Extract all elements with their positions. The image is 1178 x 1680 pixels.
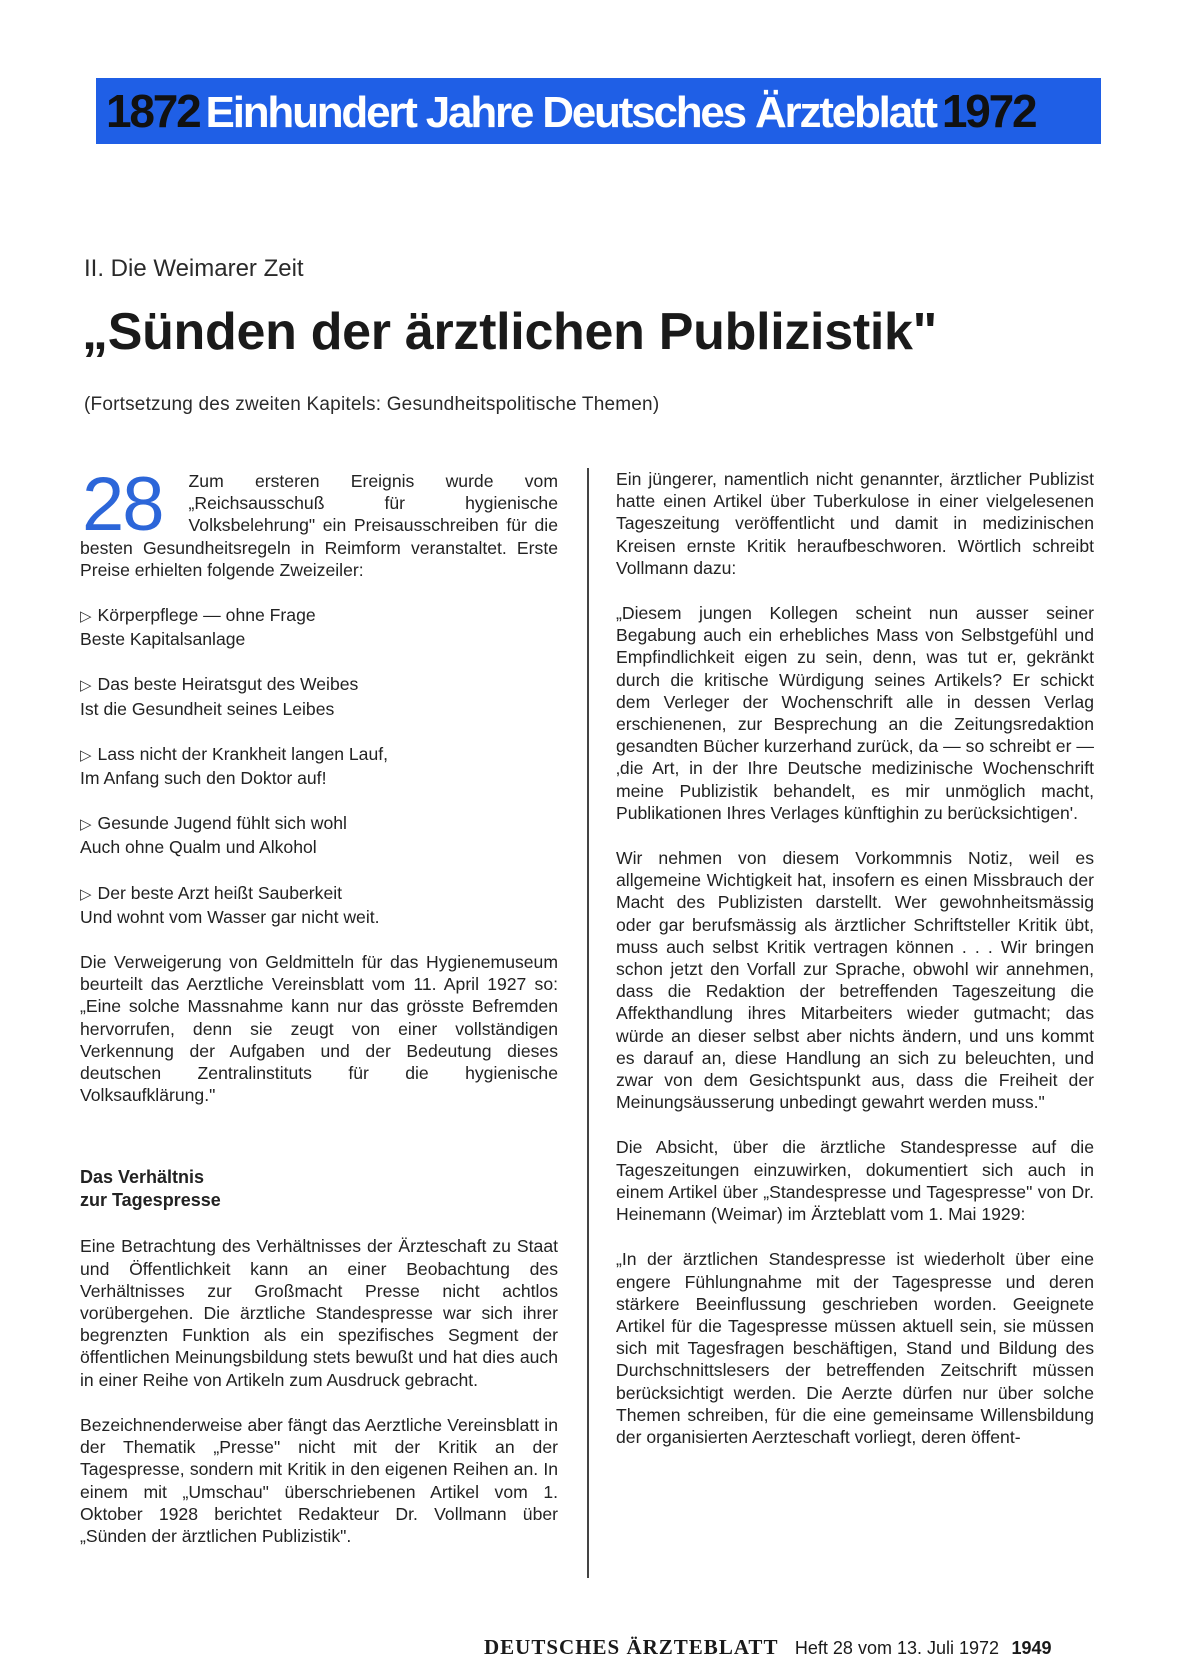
intro-paragraph [80,462,558,581]
subheading-press [80,1166,558,1212]
verse-2 [80,673,558,719]
banner-title: Einhundert Jahre Deutsches Ärzteblatt [205,88,936,137]
article-headline: „Sünden der ärztlichen Publizistik" [82,303,937,361]
page-number: 1949 [1011,1638,1052,1658]
banner-year-start: 1872 [106,85,200,137]
issue-info: Heft 28 vom 13. Juli 1972 [794,1638,1000,1658]
triangle-bullet-icon: ▷ [80,677,92,695]
article-subheadline: (Fortsetzung des zweiten Kapitels: Gesundheitspolitische Themen) [84,394,660,415]
verse-5 [80,882,558,928]
triangle-bullet-icon: ▷ [80,816,92,834]
heinemann-paragraph: Die Absicht, über die ärztliche Standespresse auf die Tageszeitungen einzuwirken, dokumentiert sich auch in einem Artikel über „Standespresse und Tagespresse" von Dr. Heinemann (Weimar) im Ärzteblatt vom 1. Mai 1929: [616,1137,1094,1225]
vollmann-paragraph: Bezeichnenderweise aber fängt das Aerztliche Vereinsblatt in der Thematik „Presse" nicht mit der Kritik an der Tagespresse, sondern mit Kritik in den eigenen Reihen an. In einem mit „Umschau" überschriebenen Artikel vom 1. Oktober 1928 berichtet Redakteur Dr. Vollmann über „Sünden der ärztlichen Publizistik". [80,1414,558,1546]
verse-line: Der beste Arzt heißt Sauberkeit [97,882,343,903]
banner-year-end: 1972 [941,85,1036,137]
press-paragraph: Eine Betrachtung des Verhältnisses der Ärzteschaft zu Staat und Öffentlichkeit kann an einer Beobachtung des Verhältnisses zur Großmacht Presse nicht achtlos vorübergehen. Die ärztliche Standespresse war sich ihrer begrenzten Funktion als ein spezifisches Segment der öffentlichen Meinungsbildung stets bewußt und hat dies auch in einer Reihe von Artikeln zum Ausdruck gebracht. [80,1236,558,1390]
verse-4 [80,812,558,858]
subheading-line: zur Tagespresse [80,1190,221,1211]
triangle-bullet-icon: ▷ [80,746,92,764]
column-divider [587,468,589,1578]
section-label: II. Die Weimarer Zeit [84,255,304,282]
left-column [80,462,558,1570]
verse-line: Gesunde Jugend fühlt sich wohl [97,813,347,834]
verse-line: Und wohnt vom Wasser gar nicht weit. [80,906,380,927]
centenary-banner [96,78,1101,144]
verse-line: Lass nicht der Krankheit langen Lauf, [97,743,389,764]
right-column [616,468,1094,1471]
subheading-line: Das Verhältnis [80,1167,205,1188]
hygiene-museum-paragraph: Die Verweigerung von Geldmitteln für das Hygienemuseum beurteilt das Aerztliche Vereinsblatt vom 11. April 1927 so: „Eine solche Massnahme kann nur das grösste Befremden hervorrufen, denn sie zeugt von einer vollständigen Verkennung der Aufgaben und der Bedeutung dieses deutschen Zentralinstituts für die hygienische Volksaufklärung." [80,952,558,1106]
verse-line: Im Anfang such den Doktor auf! [80,768,327,789]
issue-number: 28 [82,462,163,547]
journal-name: DEUTSCHES ÄRZTEBLATT [484,1635,779,1659]
standespresse-quote: „In der ärztlichen Standespresse ist wiederholt über eine engere Fühlungnahme mit der Tagespresse und deren stärkere Beeinflussung geschrieben worden. Geeignete Artikel für die Tagespresse müssen aktuell sein, sie müssen sich mit Tagesfragen beschäftigen, Stand und Bildung des Durchschnittslesers der betreffenden Zeitschrift müssen berücksichtigt werden. Die Aerzte dürfen nur über solche Themen schreiben, für die eine gemeinsame Willensbildung der organisierten Aerzteschaft vorliegt, deren öffent- [616,1249,1094,1447]
verse-3 [80,743,558,789]
notice-quote: Wir nehmen von diesem Vorkommnis Notiz, weil es allgemeine Wichtigkeit hat, insofern es einen Missbrauch der Macht des Publizisten darstellt. Wer gewohnheitsmässig oder gar berufsmässig als ärztlicher Schriftsteller Kritik übt, muss auch selbst Kritik vertragen können . . . Wir bringen schon jetzt den Vorfall zur Sprache, obwohl wir annehmen, dass die Redaktion der betreffenden Tageszeitung die Affekthandlung ihres Mitarbeiters wieder gutmacht; das würde an dieser selbst aber nichts ändern, und uns kommt es darauf an, diese Handlung an sich zu beleuchten, und zwar von dem Gesichtspunkt aus, dass die Freiheit der Meinungsäusserung unbedingt gewahrt werden muss." [616,848,1094,1113]
intro-text: Zum ersteren Ereignis wurde vom „Reichsausschuß für hygienische Volksbelehrung" ein Preisausschreiben für die besten Gesundheitsregeln in Reimform veranstaltet. Erste Preise erhielten folgende Zweizeiler: [80,471,558,580]
verse-line: Beste Kapitalsanlage [80,629,246,650]
verse-1 [80,604,558,650]
verse-line: Auch ohne Qualm und Alkohol [80,837,317,858]
triangle-bullet-icon: ▷ [80,608,92,626]
verse-line: Ist die Gesundheit seines Leibes [80,698,335,719]
publicist-paragraph: Ein jüngerer, namentlich nicht genannter, ärztlicher Publizist hatte einen Artikel über Tuberkulose in einer vielgelesenen Tageszeitung veröffentlicht und damit in medizinischen Kreisen ernste Kritik heraufbeschworen. Wörtlich schreibt Vollmann dazu: [616,469,1094,578]
page-footer [484,1635,1052,1660]
colleague-quote: „Diesem jungen Kollegen scheint nun ausser seiner Begabung auch ein erhebliches Mass von Selbstgefühl und Empfindlichkeit eigen zu sein, denn, was tut er, gekränkt durch die kritische Würdigung seines Artikels? Er schickt dem Verleger der Wochenschrift alle in dessen Verlag erschienenen, zur Besprechung an die Zeitungsredaktion gesandten Bücher kurzerhand zurück, da — so schreibt er — ‚die Art, in der Ihre Deutsche medizinische Wochenschrift meine Publizistik behandelt, es mir unmöglich macht, Publikationen Ihres Verlages künftighin zu berücksichtigen'. [616,603,1094,823]
verse-line: Körperpflege — ohne Frage [97,605,316,626]
banner-text [106,82,1035,142]
triangle-bullet-icon: ▷ [80,885,92,903]
verse-line: Das beste Heiratsgut des Weibes [97,674,359,695]
